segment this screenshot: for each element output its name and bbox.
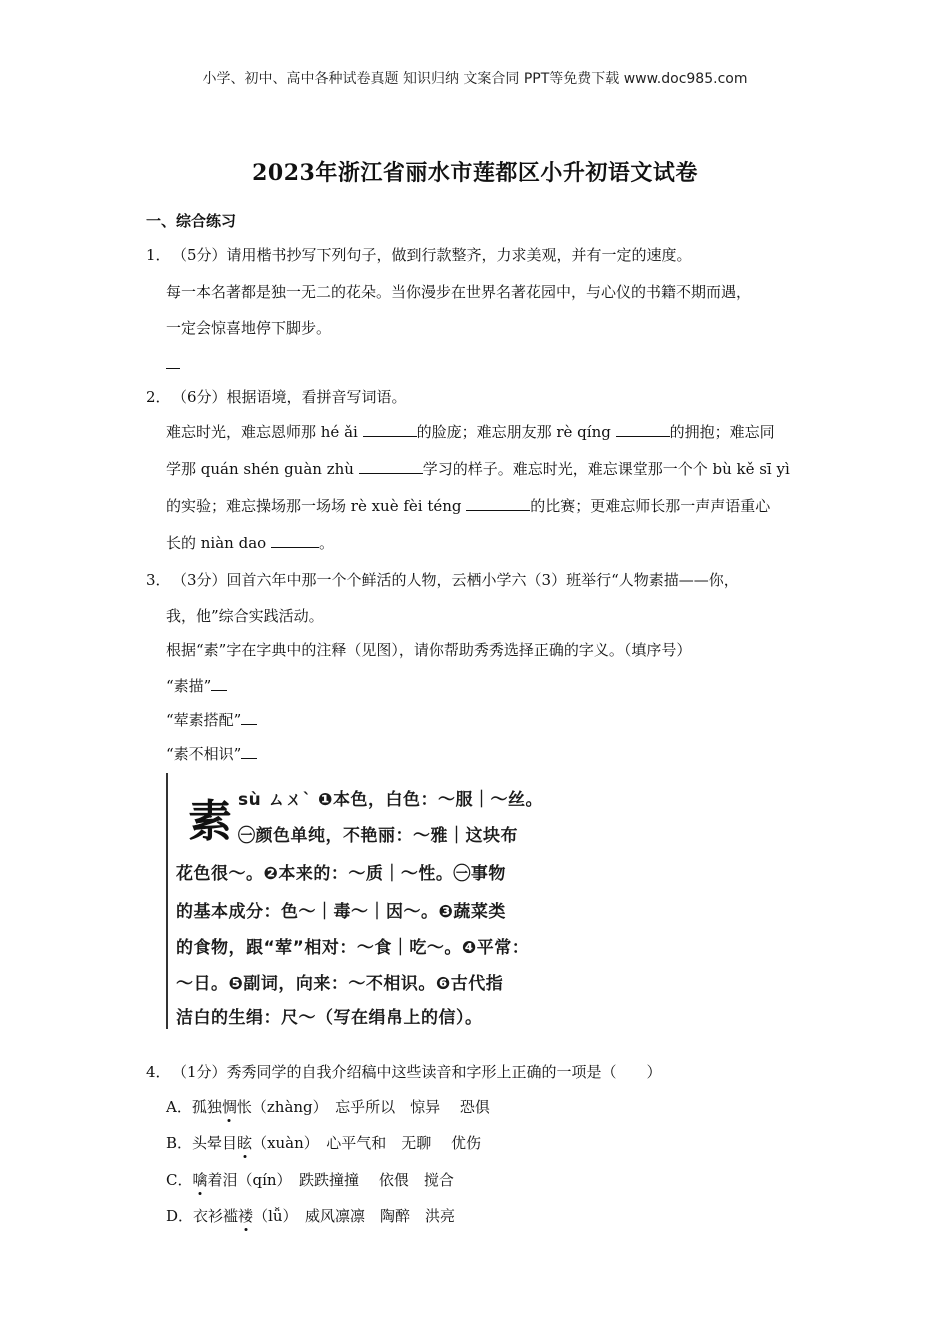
q1-answer-blank[interactable] [166,368,180,369]
q3-item-a-text: “素描” [166,677,212,695]
q2-blank-niandao[interactable] [271,533,319,548]
q2-blank-quanshenguanzhu[interactable] [359,459,423,474]
option-label: D． [166,1207,194,1225]
q4-option-a[interactable] [166,1097,490,1117]
option-label: A． [166,1098,192,1116]
q1-number: 1． [146,246,171,264]
q2-line2 [166,459,790,479]
q3-item-a [166,676,227,696]
q3-item-c [166,744,257,764]
q4-option-b[interactable] [166,1133,481,1153]
q3-item-b-text: “荤素搭配” [166,711,242,729]
q3-stem-line3: 根据“素”字在字典中的注释（见图），请你帮助秀秀选择正确的字义。（填序号） [166,641,692,659]
dotted-char: 惆 [221,1098,237,1116]
option-label: B． [166,1134,193,1152]
option-text: 怅（zhàng） 忘乎所以 惊异 恐俱 [236,1098,490,1116]
q2-stem: （6分）根据语境，看拼音写词语。 [172,388,407,406]
dotted-char: 褛 [238,1207,254,1225]
q1-sentence-line1: 每一本名著都是独一无二的花朵。当你漫步在世界名著花园中，与心仪的书籍不期而遇， [166,283,752,301]
dictionary-line: 洁白的生绢：尺～（写在绢帛上的信）。 [176,1008,483,1028]
option-label: C． [166,1171,193,1189]
q2-line3 [166,496,770,516]
q2-text: 的实验；难忘操场那一场场 rè xuè fèi téng [166,497,467,515]
q2-text: 难忘时光，难忘恩师那 hé ǎi [166,423,363,441]
q2-text: 的比赛；更难忘师长那一声声语重心 [530,497,771,515]
q2-text: 的脸庞；难忘朋友那 rè qíng [416,423,616,441]
q3-stem-line1: （3分）回首六年中那一个个鲜活的人物，云栖小学六（3）班举行“人物素描——你， [172,571,739,589]
dictionary-line: ㊀颜色单纯，不艳丽：～雅｜这块布 [238,826,518,846]
dictionary-line: ～日。❺副词，向来：～不相识。❻古代指 [176,974,504,994]
q3-item-c-text: “素不相识” [166,745,242,763]
q3-blank-b[interactable] [241,710,257,725]
dictionary-headword: 素 [188,796,232,847]
option-text: （xuàn） 心平气和 无聊 优伤 [252,1134,482,1152]
q2-blank-heai[interactable] [363,422,417,437]
q2-line1 [166,422,775,442]
q3-blank-a[interactable] [211,676,227,691]
option-text: 着泪（qín） 跌跌撞撞 依偎 搅合 [207,1171,454,1189]
q2-number: 2． [146,388,171,406]
q2-blank-reqing[interactable] [616,422,670,437]
q3-item-b [166,710,257,730]
q4-option-c[interactable] [166,1170,454,1190]
page-header: 小学、初中、高中各种试卷真题 知识归纳 文案合同 PPT等免费下载 www.doc985.com [202,71,748,87]
dictionary-line: 的基本成分：色～｜毒～｜因～。❸蔬菜类 [176,902,506,922]
q2-text: 学习的样子。难忘时光，难忘课堂那一个个 bù kě sī yì [422,460,790,478]
q3-stem-line2: 我，他”综合实践活动。 [166,607,324,625]
q2-text: 长的 niàn dao [166,534,271,552]
q4-option-d[interactable] [166,1206,455,1226]
dotted-char: 噙 [192,1171,208,1189]
option-text: 孤独 [191,1098,222,1116]
q4-number: 4． [146,1063,171,1081]
dictionary-line: 花色很～。❷本来的：～质｜～性。㊀事物 [176,864,506,884]
q2-blank-rexuefeiteng[interactable] [466,496,530,511]
q2-text: 学那 quán shén guàn zhù [166,460,359,478]
option-text: 衣衫褴 [193,1207,239,1225]
dotted-char: 眩 [237,1134,253,1152]
q2-line4 [166,533,334,553]
page-title: 2023年浙江省丽水市莲都区小升初语文试卷 [252,160,698,186]
q2-text: 。 [318,534,334,552]
dictionary-entry-image [166,773,543,1031]
section-heading: 一、综合练习 [146,212,237,230]
q1-stem: （5分）请用楷书抄写下列句子，做到行款整齐，力求美观，并有一定的速度。 [172,246,692,264]
dictionary-line: 的食物，跟“荤”相对：～食｜吃～。❹平常： [176,938,530,958]
option-text: 头晕目 [192,1134,238,1152]
dictionary-border [166,773,168,1029]
option-text: （lǚ） 威风凛凛 陶醉 洪亮 [253,1207,456,1225]
q1-sentence-line2: 一定会惊喜地停下脚步。 [166,319,332,337]
dictionary-line: sù ㄙㄨˋ ❶本色，白色：～服｜～丝。 [238,790,543,810]
q2-text: 的拥抱；难忘同 [669,423,775,441]
q3-number: 3． [146,571,171,589]
q3-blank-c[interactable] [241,744,257,759]
q4-stem: （1分）秀秀同学的自我介绍稿中这些读音和字形上正确的一项是（ ） [172,1063,662,1081]
